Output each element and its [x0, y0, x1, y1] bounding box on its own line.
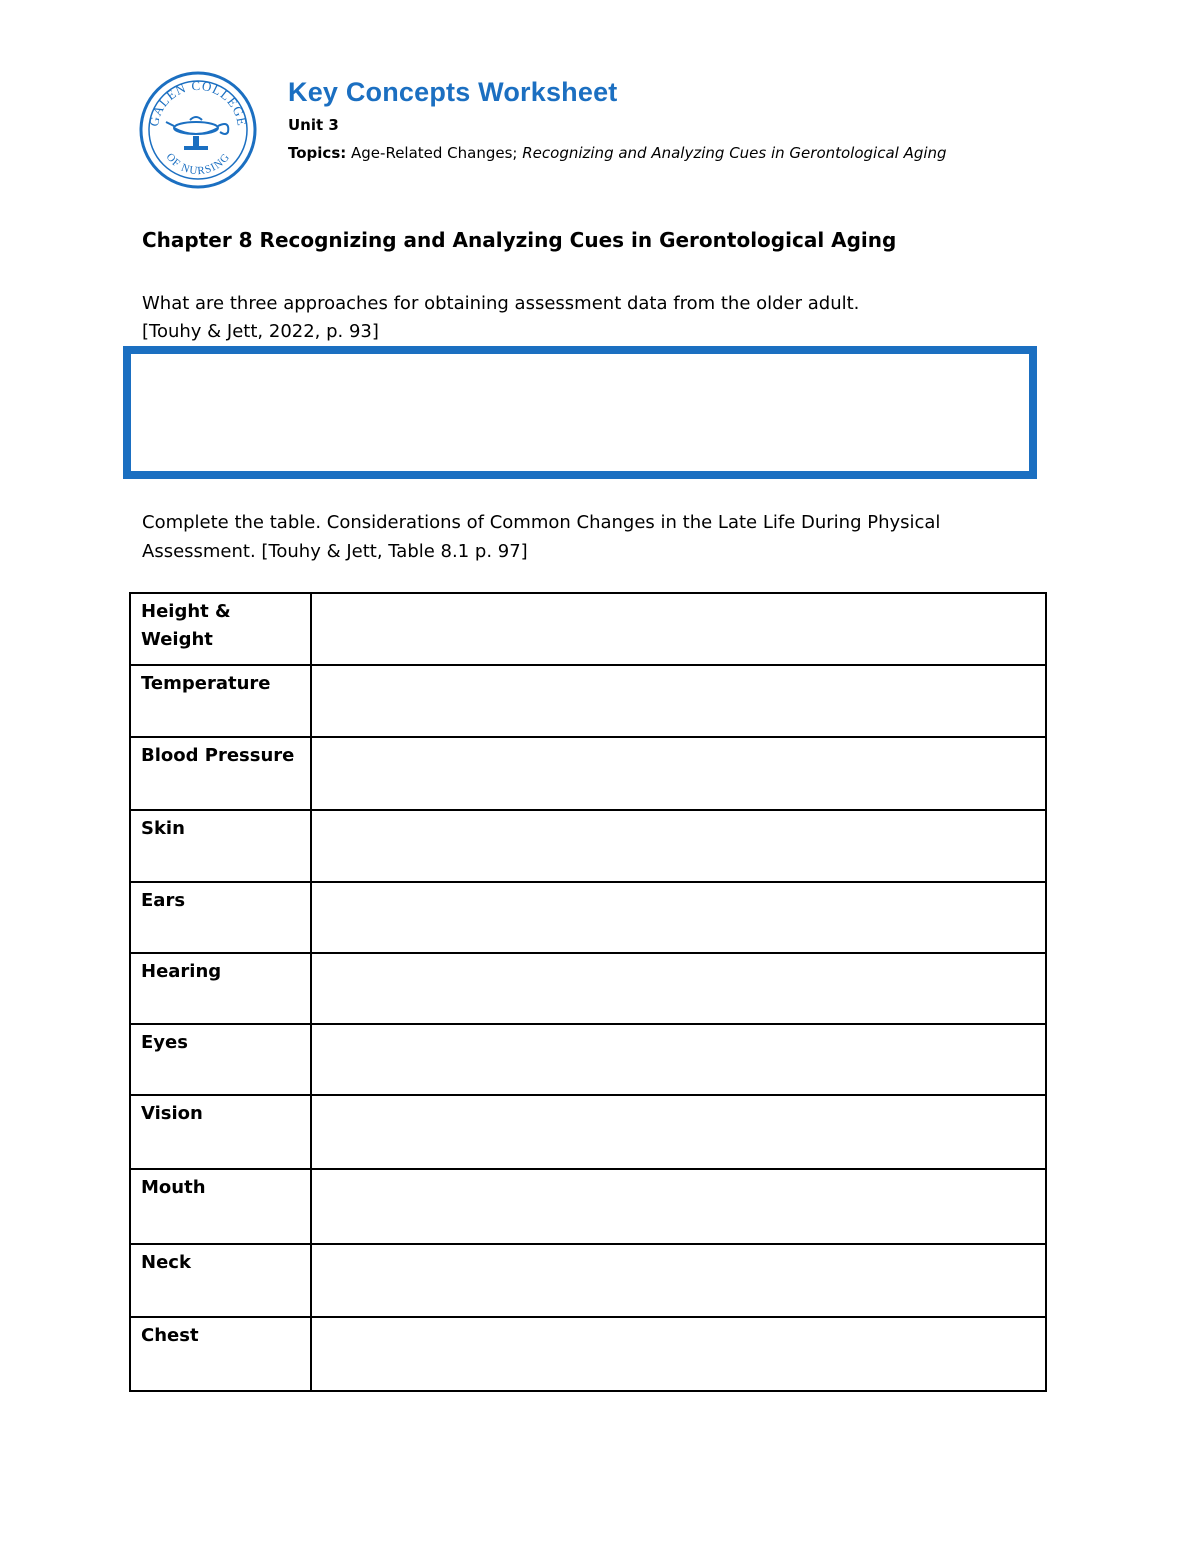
table-row — [130, 1169, 1046, 1244]
table-row — [130, 593, 1046, 665]
row-answer-cell[interactable] — [311, 1317, 1046, 1391]
table-row — [130, 737, 1046, 810]
topics-line — [288, 142, 947, 164]
table-instruction: Complete the table. Considerations of Common Changes in the Late Life During Physical Assessment. [Touhy & Jett, Table 8.1 p. 97] — [142, 512, 941, 562]
topics-italic: Recognizing and Analyzing Cues in Gerontological Aging — [522, 144, 947, 162]
topics-plain: Age-Related Changes; — [346, 144, 523, 162]
row-label: Neck — [130, 1244, 311, 1317]
question-block — [142, 290, 1042, 346]
row-label: Eyes — [130, 1024, 311, 1095]
chapter-heading: Chapter 8 Recognizing and Analyzing Cues in Gerontological Aging — [142, 228, 897, 252]
row-answer-cell[interactable] — [311, 1169, 1046, 1244]
table-row — [130, 882, 1046, 953]
row-label: Temperature — [130, 665, 311, 737]
worksheet-title: Key Concepts Worksheet — [288, 77, 618, 107]
row-answer-cell[interactable] — [311, 737, 1046, 810]
row-label: Chest — [130, 1317, 311, 1391]
logo-bottom-text: OF NURSING — [163, 151, 233, 178]
table-row — [130, 665, 1046, 737]
table-row — [130, 1244, 1046, 1317]
question-text: What are three approaches for obtaining assessment data from the older adult. — [142, 293, 860, 314]
row-answer-cell[interactable] — [311, 882, 1046, 953]
row-answer-cell[interactable] — [311, 593, 1046, 665]
row-label: Vision — [130, 1095, 311, 1169]
table-row — [130, 810, 1046, 882]
row-answer-cell[interactable] — [311, 665, 1046, 737]
worksheet-header — [288, 74, 947, 164]
college-seal-icon — [138, 70, 258, 190]
row-label: Skin — [130, 810, 311, 882]
oil-lamp-icon — [166, 117, 228, 150]
table-row — [130, 953, 1046, 1024]
row-answer-cell[interactable] — [311, 953, 1046, 1024]
topics-label: Topics: — [288, 144, 347, 162]
table-row — [130, 1095, 1046, 1169]
college-logo — [138, 70, 258, 190]
table-row — [130, 1024, 1046, 1095]
question-citation: [Touhy & Jett, 2022, p. 93] — [142, 321, 379, 342]
row-answer-cell[interactable] — [311, 1024, 1046, 1095]
row-label: Height & Weight — [130, 593, 311, 665]
row-answer-cell[interactable] — [311, 810, 1046, 882]
row-answer-cell[interactable] — [311, 1095, 1046, 1169]
unit-label: Unit 3 — [288, 116, 339, 134]
row-answer-cell[interactable] — [311, 1244, 1046, 1317]
assessment-table — [129, 592, 1047, 1392]
logo-top-text: GALEN COLLEGE — [146, 77, 250, 128]
row-label: Ears — [130, 882, 311, 953]
row-label: Mouth — [130, 1169, 311, 1244]
answer-box[interactable] — [123, 346, 1037, 479]
row-label: Hearing — [130, 953, 311, 1024]
row-label: Blood Pressure — [130, 737, 311, 810]
table-row — [130, 1317, 1046, 1391]
